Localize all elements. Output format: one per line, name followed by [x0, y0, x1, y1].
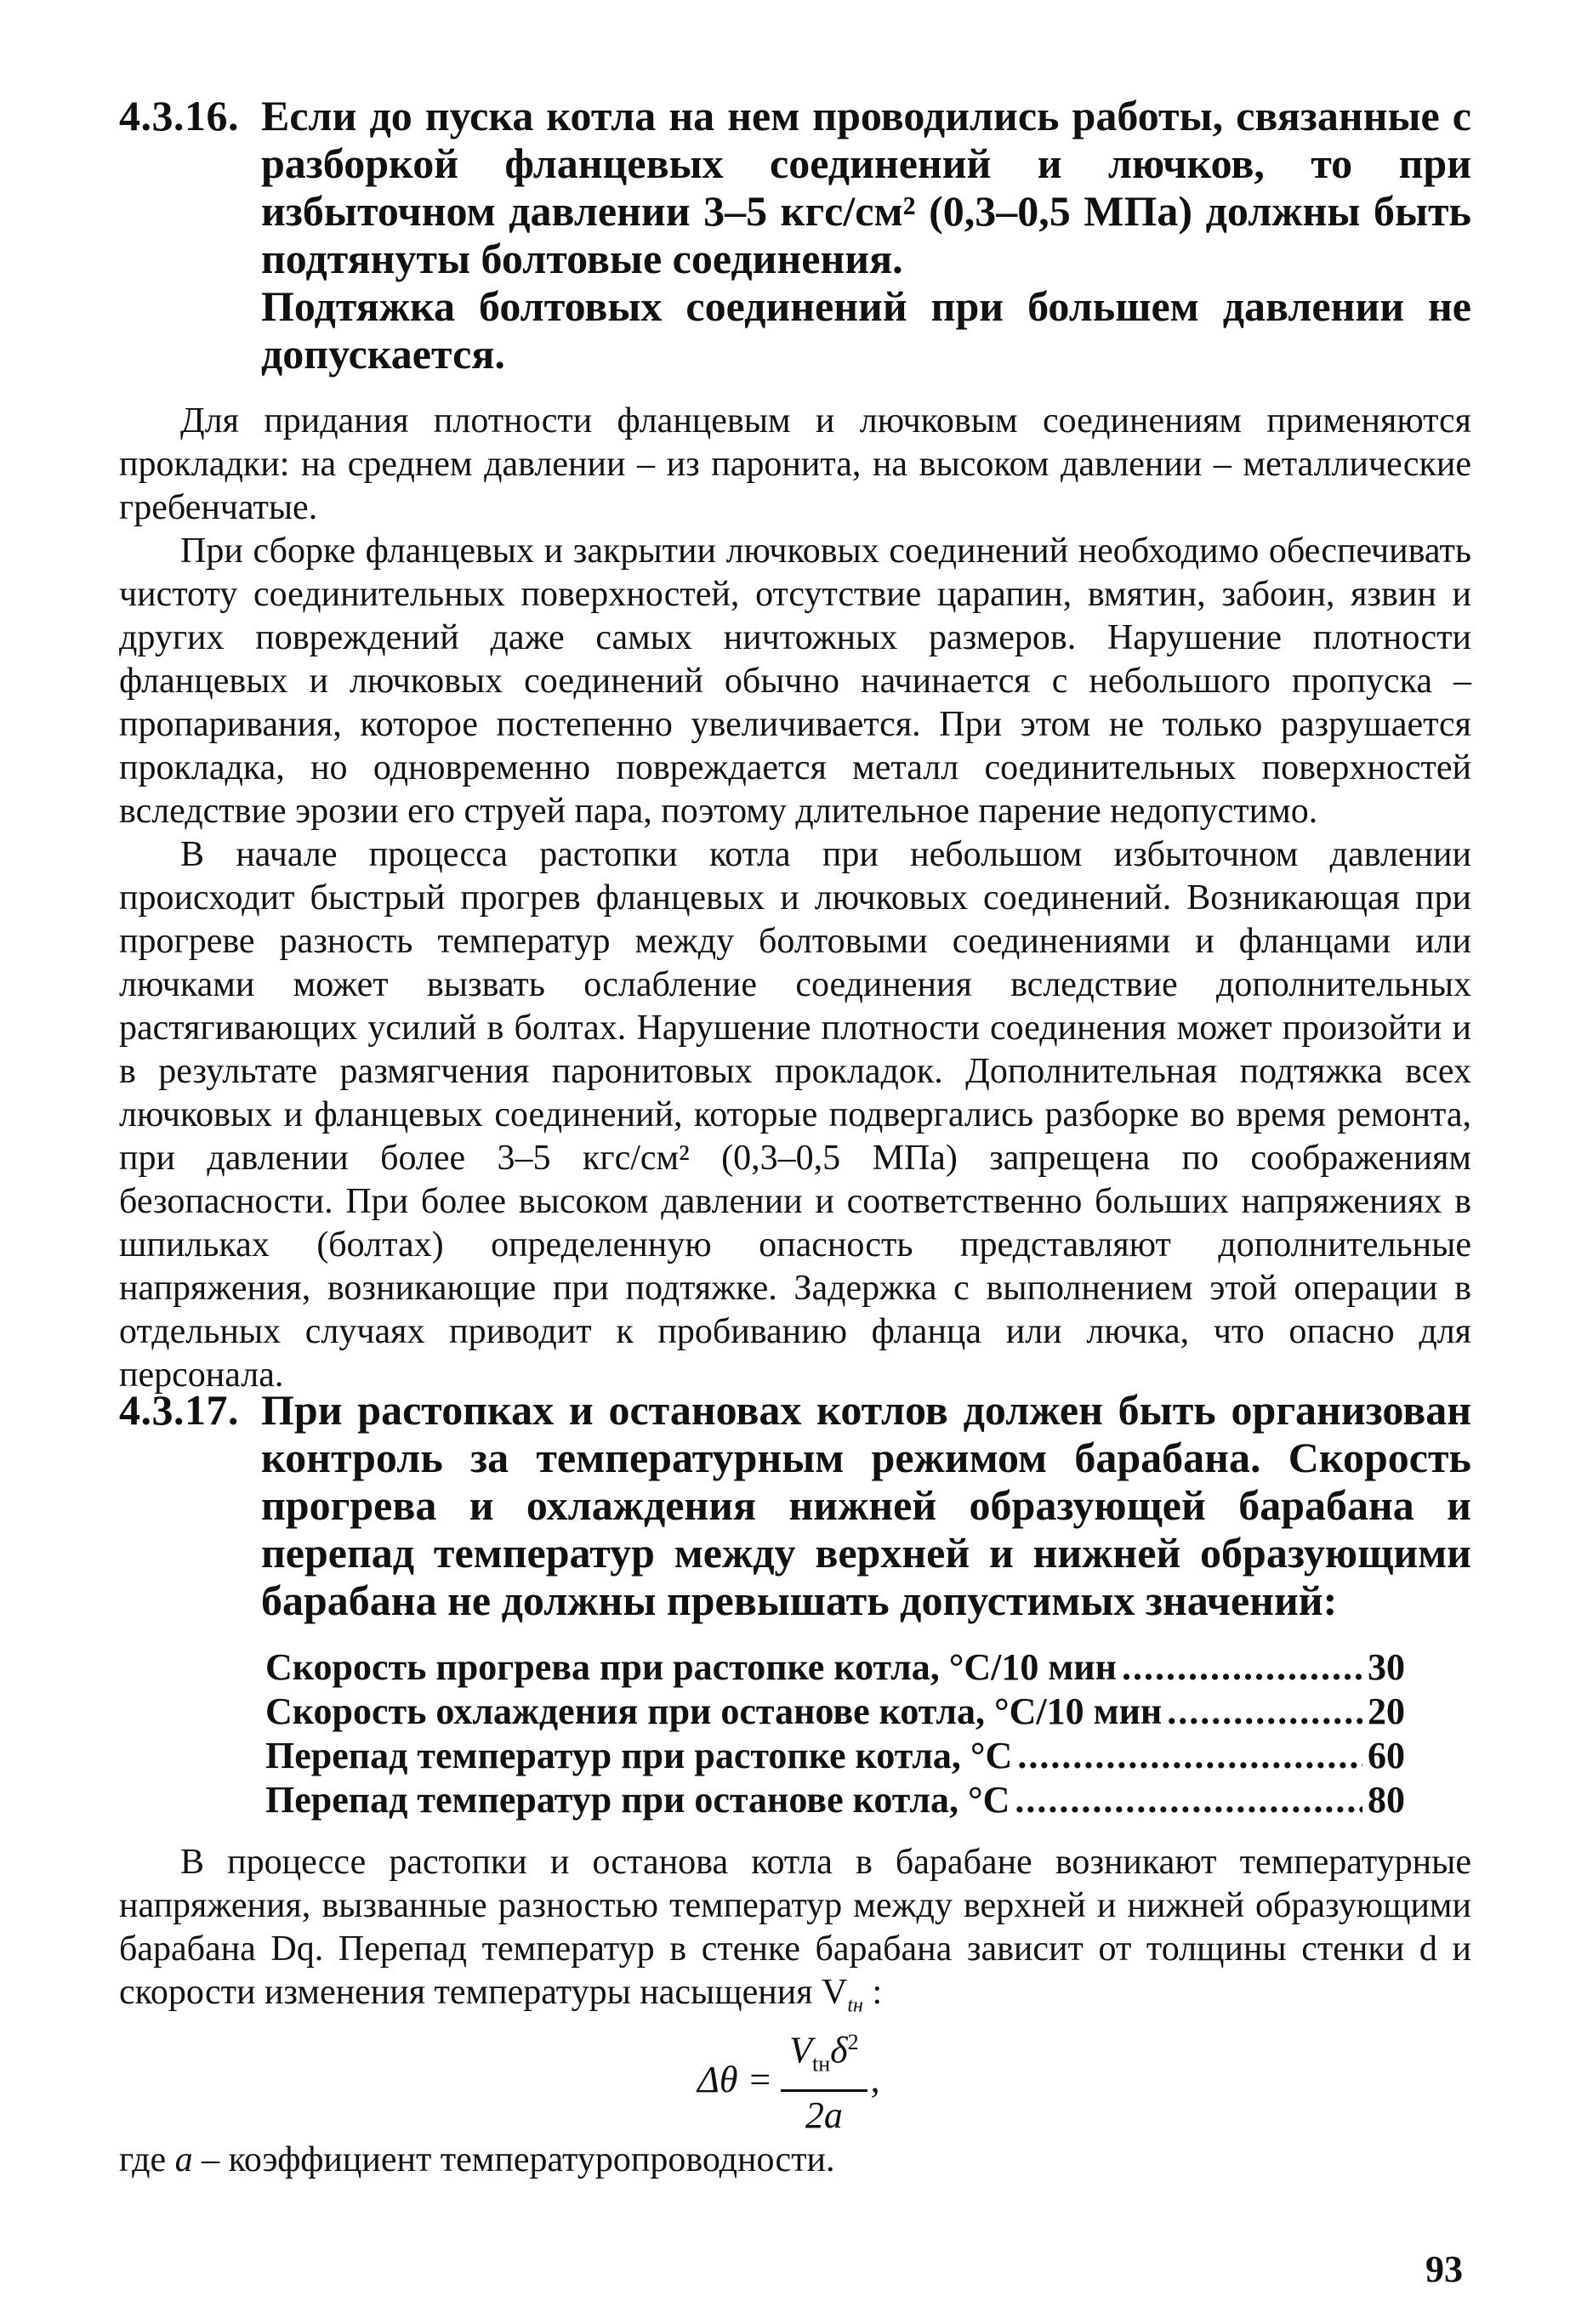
limit-value: 20: [1368, 1690, 1405, 1732]
body-paragraphs-2: [119, 1841, 1471, 2027]
rule-text: Если до пуска котла на нем проводились работы, связанные с разборкой фланцевых соединений и лючков, то при избыточном давлении 3–5 кгс/см² (0,3–0,5 МПа) должны быть подтянуты болтовые соединения.: [261, 92, 1471, 282]
rule-number: 4.3.16.: [119, 92, 239, 139]
paragraph-thermal-stress: [119, 1841, 1471, 2027]
limit-value: 30: [1368, 1646, 1405, 1688]
formula-delta: δ: [830, 2029, 848, 2071]
limit-value: 60: [1368, 1735, 1405, 1776]
paragraph-colon: :: [862, 1973, 883, 2012]
formula-fraction: [781, 2020, 867, 2138]
limit-row: [265, 1734, 1405, 1778]
paragraph-assembly: При сборке фланцевых и закрытии лючковых соединений необходимо обеспечивать чистоту соединительных поверхностей, отсутствие царапин, вмятин, забоин, язвин и других повреждений даже самых ничтожных размеров. Нарушение плотности фланцевых и лючковых соединений обычно начинается с небольшого пропуска – пропаривания, которое постепенно увеличивается. При этом не только разрушается прокладка, но одновременно повреждается металл соединительных поверхностей вследствие эрозии его струей пара, поэтому длительное парение недопустимо.: [119, 531, 1471, 831]
where-note: [119, 2139, 835, 2182]
rule-text-2: Подтяжка болтовых соединений при большем давлении не допускается.: [261, 282, 1471, 378]
rule-text: При растопках и остановах котлов должен быть организован контроль за температурным режимом барабана. Скорость прогрева и охлаждения нижней образующей барабана и перепад температур между верхней и нижней образующими барабана не должны превышать допустимых значений:: [261, 1386, 1471, 1624]
leader-dots: [1015, 1778, 1362, 1822]
rule-body: [261, 1386, 1471, 1624]
limit-row: [265, 1645, 1405, 1690]
paragraph-gaskets: Для придания плотности фланцевым и лючковым соединениям применяются прокладки: на среднем давлении – из паронита, на высоком давлении – металлические гребенчатые.: [119, 401, 1471, 527]
limit-label: Перепад температур при останове котла, °С: [265, 1779, 1010, 1821]
leader-dots: [1122, 1645, 1362, 1690]
formula-v-subscript: tн: [812, 2051, 831, 2077]
leader-dots: [1167, 1690, 1362, 1734]
limit-label: Скорость охлаждения при останове котла, °С/10 мин: [265, 1690, 1163, 1732]
where-text: – коэффициент температуропроводности.: [192, 2140, 835, 2179]
formula: [697, 2020, 880, 2138]
paragraph-text: В процессе растопки и останова котла в барабане возникают температурные напряжения, вызванные разностью температур между верхней и нижней образующими барабана Dq. Перепад температур в стенке барабана зависит от толщины стенки d и скорости изменения температуры насыщения V: [119, 1843, 1471, 2012]
formula-numerator: [781, 2020, 867, 2092]
formula-lhs: Δθ =: [697, 2058, 773, 2100]
rule-number: 4.3.17.: [119, 1386, 239, 1434]
rate-subscript: tн: [847, 1994, 863, 2017]
limit-row: [265, 1690, 1405, 1734]
limit-value: 80: [1368, 1779, 1405, 1821]
rule-4-3-16: [119, 92, 1471, 378]
where-prefix: где: [119, 2140, 175, 2179]
rule-body: [261, 92, 1471, 378]
rule-4-3-17: [119, 1386, 1471, 1624]
limit-row: [265, 1778, 1405, 1822]
paragraph-startup: В начале процесса растопки котла при небольшом избыточном давлении происходит быстрый прогрев фланцевых и лючковых соединений. Возникающая при прогреве разность температур между болтовыми соединениями и фланцами или лючками может вызвать ослабление соединения вследствие дополнительных растягивающих усилий в болтах. Нарушение плотности соединения может произойти и в результате размягчения паронитовых прокладок. Дополнительная подтяжка всех лючковых и фланцевых соединений, которые подвергались разборке во время ремонта, при давлении более 3–5 кгс/см² (0,3–0,5 МПа) запрещена по соображениям безопасности. При более высоком давлении и соответственно больших напряжениях в шпильках (болтах) определенную опасность представляют дополнительные напряжения, возникающие при подтяжке. Задержка с выполнением этой операции в отдельных случаях приводит к пробиванию фланца или лючка, что опасно для персонала.: [119, 835, 1471, 1395]
page-number: 93: [1425, 2248, 1463, 2290]
body-paragraphs-1: [119, 400, 1471, 1397]
formula-exponent: 2: [847, 2030, 859, 2054]
limits-list: [265, 1645, 1405, 1822]
formula-denominator: 2a: [805, 2094, 843, 2137]
where-variable: a: [174, 2140, 193, 2179]
limit-label: Перепад температур при растопке котла, °С: [265, 1735, 1013, 1776]
leader-dots: [1017, 1734, 1362, 1778]
limit-label: Скорость прогрева при растопке котла, °С/10 мин: [265, 1646, 1117, 1688]
formula-comma: ,: [870, 2058, 880, 2100]
formula-v: V: [789, 2029, 813, 2071]
